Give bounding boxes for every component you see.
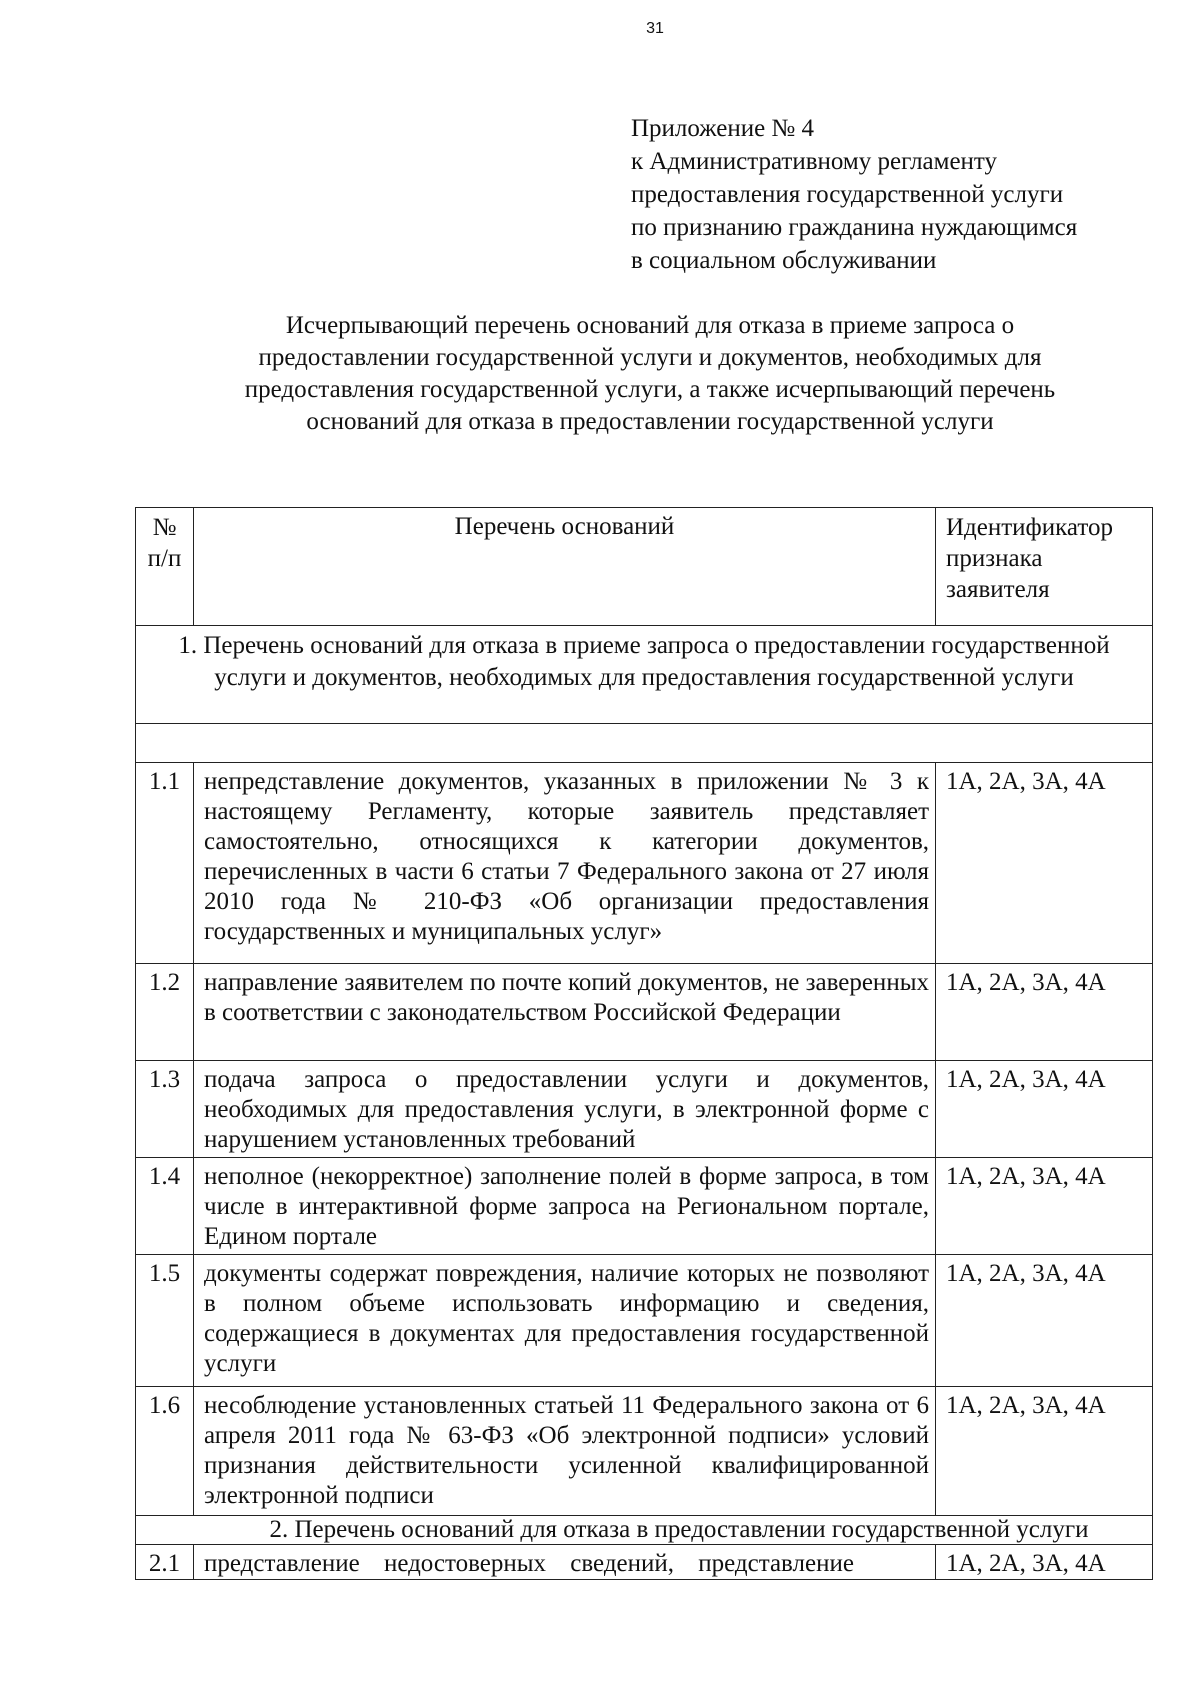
grounds-table xyxy=(135,507,1153,1580)
row-identifier: 1А, 2А, 3А, 4А xyxy=(936,1061,1153,1158)
row-identifier: 1А, 2А, 3А, 4А xyxy=(936,964,1153,1061)
row-text: представление недостоверных сведений, представление xyxy=(194,1545,936,1580)
empty-cell xyxy=(136,724,1153,763)
row-number: 2.1 xyxy=(136,1545,194,1580)
header-number: № п/п xyxy=(136,508,194,626)
document-title xyxy=(150,310,1150,438)
row-number: 1.3 xyxy=(136,1061,194,1158)
title-line: Исчерпывающий перечень оснований для отказа в приеме запроса о xyxy=(285,312,1015,339)
appendix-line: к Административному регламенту xyxy=(631,148,998,175)
table-row xyxy=(136,763,1153,964)
header-list: Перечень оснований xyxy=(194,508,936,626)
row-text: неполное (некорректное) заполнение полей в форме запроса, в том числе в интерактивной форме запроса на Региональном портале, Едином портале xyxy=(194,1158,936,1255)
title-line: предоставления государственной услуги, а также исчерпывающий перечень xyxy=(244,376,1056,403)
table-row xyxy=(136,1158,1153,1255)
appendix-reference xyxy=(631,112,1077,277)
table-row xyxy=(136,1061,1153,1158)
section-row xyxy=(136,1516,1153,1545)
row-text: документы содержат повреждения, наличие которых не позволяют в полном объеме использовать информацию и сведения, содержащиеся в документах для предоставления государственной услуги xyxy=(194,1255,936,1387)
section-row xyxy=(136,626,1153,724)
section-2-title: 2. Перечень оснований для отказа в предоставлении государственной услуги xyxy=(136,1516,1153,1545)
table-row xyxy=(136,964,1153,1061)
table-row xyxy=(136,1545,1153,1580)
row-number: 1.4 xyxy=(136,1158,194,1255)
row-identifier: 1А, 2А, 3А, 4А xyxy=(936,1387,1153,1516)
row-number: 1.1 xyxy=(136,763,194,964)
appendix-line: предоставления государственной услуги xyxy=(631,181,1064,208)
row-identifier: 1А, 2А, 3А, 4А xyxy=(936,1158,1153,1255)
row-number: 1.2 xyxy=(136,964,194,1061)
row-identifier: 1А, 2А, 3А, 4А xyxy=(936,763,1153,964)
appendix-line: Приложение № 4 xyxy=(631,115,815,142)
title-line: оснований для отказа в предоставлении государственной услуги xyxy=(306,408,994,435)
section-1-title: 1. Перечень оснований для отказа в приеме запроса о предоставлении государственной услуги и документов, необходимых для предоставления государственной услуги xyxy=(136,626,1153,724)
table-row xyxy=(136,1255,1153,1387)
row-text: непредставление документов, указанных в приложении № 3 к настоящему Регламенту, которые заявитель представляет самостоятельно, относящихся к категории документов, перечисленных в части 6 статьи 7 Федерального закона от 27 июля 2010 года № 210-ФЗ «Об организации предоставления государственных и муниципальных услуг» xyxy=(194,763,936,964)
header-identifier: Идентификатор признака заявителя xyxy=(936,508,1153,626)
row-number: 1.5 xyxy=(136,1255,194,1387)
table-header-row xyxy=(136,508,1153,626)
empty-row xyxy=(136,724,1153,763)
row-text: направление заявителем по почте копий документов, не заверенных в соответствии с законодательством Российской Федерации xyxy=(194,964,936,1061)
row-identifier: 1А, 2А, 3А, 4А xyxy=(936,1545,1153,1580)
row-text: подача запроса о предоставлении услуги и документов, необходимых для предоставления услуги, в электронной форме с нарушением установленных требований xyxy=(194,1061,936,1158)
appendix-line: в социальном обслуживании xyxy=(631,247,937,274)
table-row xyxy=(136,1387,1153,1516)
row-identifier: 1А, 2А, 3А, 4А xyxy=(936,1255,1153,1387)
row-number: 1.6 xyxy=(136,1387,194,1516)
appendix-line: по признанию гражданина нуждающимся xyxy=(631,214,1078,241)
title-line: предоставлении государственной услуги и документов, необходимых для xyxy=(258,344,1042,371)
row-text: несоблюдение установленных статьей 11 Федерального закона от 6 апреля 2011 года № 63-ФЗ «Об электронной подписи» условий признания действительности усиленной квалифицированной электронной подписи xyxy=(194,1387,936,1516)
page-number: 31 xyxy=(646,20,664,37)
